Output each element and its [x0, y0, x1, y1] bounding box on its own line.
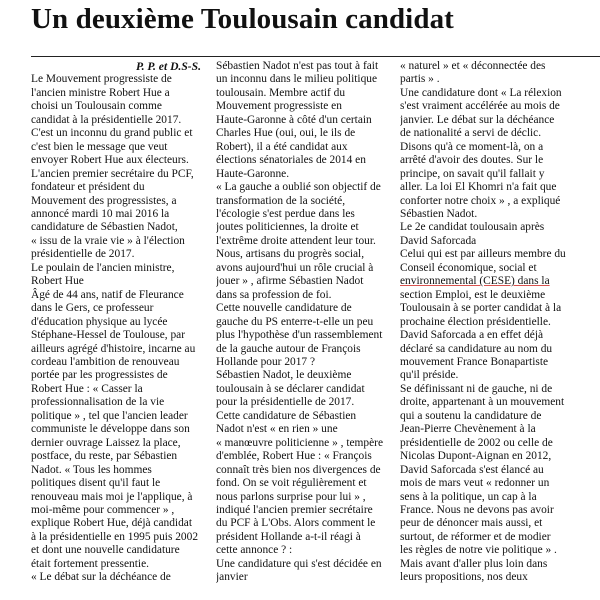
text-line: élections sénatoriales de 2014 en	[216, 154, 366, 167]
text-line: Le Mouvement progressiste de	[31, 73, 172, 86]
text-line: toulousain. Membre actif du	[216, 86, 346, 99]
text-line: cette annonce ? :	[216, 544, 293, 557]
text-line: sens à la politique, un cap à la	[400, 490, 537, 503]
text-line: candidat à la présidentielle 2017.	[31, 113, 182, 126]
text-line: Une candidature qui s'est décidée en	[216, 557, 382, 570]
text-line: Conseil économique, social et	[400, 261, 537, 274]
text-line: politiques disent qu'il faut le	[31, 477, 161, 490]
text-line: Nadot. « Tous les hommes	[31, 463, 152, 476]
text-line: Robert Hue	[31, 275, 84, 288]
text-line: Celui qui est par ailleurs membre du	[400, 248, 566, 261]
text-line: avons aujourd'hui un rôle crucial à	[216, 261, 374, 274]
text-line: Haute-Garonne à côté d'un certain	[216, 113, 372, 126]
text-line: Charles Hue (oui, oui, le ils de	[216, 127, 356, 140]
text-line: s'est vraiment accélérée au mois de	[400, 100, 560, 113]
text-line: plus l'hypothèse d'un rassemblement	[216, 329, 383, 342]
text-line: Mais avant d'aller plus loin dans	[400, 557, 548, 570]
text-line: Robert Hue : « Casser la	[31, 382, 143, 395]
text-line: fond. On se voit régulièrement et	[216, 477, 367, 490]
text-line: C'est un inconnu du grand public et	[31, 127, 193, 140]
text-line: Le 2e candidat toulousain après	[400, 221, 545, 234]
text-line: et dont une nouvelle candidature	[31, 544, 180, 557]
text-line: envoyer Robert Hue aux électeurs.	[31, 154, 189, 167]
text-line: choisi un Toulousain comme	[31, 100, 162, 113]
text-line: annoncé mardi 10 mai 2016 la	[31, 207, 170, 220]
text-line: un inconnu dans le milieu politique	[216, 73, 378, 86]
text-line: France. Nous ne devons pas avoir	[400, 503, 554, 516]
column-3	[400, 60, 583, 600]
text-line: Sébastien Nadot n'est pas tout à fait	[216, 60, 379, 72]
text-line: section Emploi, est le deuxième	[400, 288, 546, 301]
text-line: L'ancien premier secrétaire du PCF,	[31, 167, 194, 180]
text-line: Sébastien Nadot.	[400, 207, 478, 220]
text-line: à la présidentielle en 1995 puis 2002	[31, 530, 199, 543]
text-line: janvier. Le débat sur la déchéance	[400, 113, 555, 126]
text-line: arrêté d'avoir des doutes. Sur le	[400, 154, 544, 167]
text-line: David Saforcada a en effet déjà	[400, 329, 544, 342]
text-line: toulousain à se déclarer candidat	[216, 382, 365, 395]
text-line: renouveau mais moi je l'applique, à	[31, 490, 193, 503]
text-line: Robert), il a été candidat aux	[216, 140, 348, 153]
text-line: Sébastien Nadot, le deuxième	[216, 369, 352, 382]
text-line: d'éducation physique au lycée	[31, 315, 168, 328]
text-line: l'ancien ministre Robert Hue a	[31, 86, 170, 99]
text-line: mouvement France Bonapartiste	[400, 355, 549, 368]
text-line: qu'il préside.	[400, 369, 459, 382]
text-line: explique Robert Hue, déjà candidat	[31, 517, 192, 530]
text-line: peur de dénoncer mais aussi, et	[400, 517, 543, 530]
text-line: Nadot n'est « en rien » une	[216, 423, 338, 436]
text-line: président Hollande a-t-il réagi à	[216, 530, 361, 543]
text-line: surtout, de réformer et de modier	[400, 530, 551, 543]
text-line: Toulousain à se porter candidat à la	[400, 302, 562, 315]
text-line: prochaine élection présidentielle.	[400, 315, 551, 328]
text-line: Une candidature dont « La rélexion	[400, 86, 562, 99]
text-line: « naturel » et « déconnectée des	[400, 60, 546, 72]
text-line: portée par les progressistes de	[31, 369, 168, 382]
text-line: aller. La loi El Khomri n'a fait que	[400, 181, 557, 194]
text-line: postface, du reste, par Sébastien	[31, 450, 178, 463]
text-line: « issu de la vraie vie » à l'élection	[31, 234, 185, 247]
text-line: Mouvement des progressistes, a	[31, 194, 177, 207]
text-line: communiste le développe dans son	[31, 423, 190, 436]
text-line: présidentielle de 2002 ou celle de	[400, 436, 553, 449]
text-line: droite, appartenant à un mouvement	[400, 396, 565, 409]
text-line: conforter notre choix » , a expliqué	[400, 194, 561, 207]
headline-rule	[31, 56, 600, 57]
text-line: l'extrême droite attendent leur tour.	[216, 234, 376, 247]
text-line: cordeau l'ambition de renouveau	[31, 355, 180, 368]
text-line: Nous, artisans du progrès social,	[216, 248, 365, 261]
text-line: « Le débat sur la déchéance de	[31, 571, 171, 584]
text-line: Hollande pour 2017 ?	[216, 355, 316, 368]
text-line: dernier ouvrage Laissez la place,	[31, 436, 181, 449]
text-line: Jean-Pierre Chevènement à la	[400, 423, 536, 436]
column-2	[216, 60, 388, 600]
text-line: Haute-Garonne.	[216, 167, 290, 180]
text-line: janvier	[216, 571, 248, 584]
text-line: était fortement pressentie.	[31, 557, 149, 570]
text-line: de nationalité a servi de déclic.	[400, 127, 542, 140]
text-line: nous parlons surprise pour lui » ,	[216, 490, 366, 503]
text-line: qui a soutenu la candidature de	[400, 409, 542, 422]
text-line: de la gauche autour de François	[216, 342, 361, 355]
byline: P. P. et D.S-S.	[136, 60, 201, 73]
text-line: transformation de la société,	[216, 194, 346, 207]
column-1-text	[31, 73, 201, 584]
text-line: partis » .	[400, 73, 440, 86]
text-line: dans le Gers, ce professeur	[31, 302, 154, 315]
text-line: indiqué l'ancien premier secrétaire	[216, 503, 373, 516]
text-line: Stéphane-Hessel de Toulouse, par	[31, 329, 185, 342]
text-line: l'écologie s'est perdue dans les	[216, 207, 355, 220]
column-3-text	[400, 60, 583, 585]
text-line: connaît très bien nos divergences de	[216, 463, 381, 476]
text-line: David Saforcada	[400, 234, 477, 247]
text-line: dans sa profession de foi.	[216, 288, 332, 301]
column-2-text	[216, 60, 388, 585]
text-line: gauche du PS enterre-t-elle un peu	[216, 315, 374, 328]
text-line: déclaré sa candidature au nom du	[400, 342, 553, 355]
text-line: « La gauche a oublié son objectif de	[216, 181, 381, 194]
text-line: professionnalisation de la vie	[31, 396, 165, 409]
text-line: Le poulain de l'ancien ministre,	[31, 261, 175, 274]
text-line: leurs propositions, nos deux	[400, 571, 528, 584]
text-line: d'emblée, Robert Hue : « François	[216, 450, 372, 463]
text-line: Mouvement progressiste en	[216, 100, 342, 113]
text-line: pour la présidentielle de 2017.	[216, 396, 355, 409]
text-line: du PCF à L'Obs. Alors comment le	[216, 517, 376, 530]
text-line: ailleurs agrégé d'histoire, incarne au	[31, 342, 196, 355]
text-line: politique » , tel que l'ancien leader	[31, 409, 188, 422]
text-line: environnemental (CESE) dans la	[400, 275, 550, 288]
text-line: jouer » , afirme Sébastien Nadot	[216, 275, 364, 288]
article-headline: Un deuxième Toulousain candidat	[31, 3, 454, 35]
text-line: Cette candidature de Sébastien	[216, 409, 357, 422]
text-line: fondateur et président du	[31, 181, 145, 194]
text-line: présidentielle de 2017.	[31, 248, 135, 261]
text-line: joutes politiciennes, la droite et	[216, 221, 359, 234]
text-line: principe, on savait qu'il fallait y	[400, 167, 545, 180]
text-line: les règles de notre vie politique » .	[400, 544, 557, 557]
text-line: candidature de Sébastien Nadot,	[31, 221, 178, 234]
text-line: Disons qu'à ce moment-là, on a	[400, 140, 544, 153]
text-line: Nicolas Dupont-Aignan en 2012,	[400, 450, 552, 463]
text-line: Se définissant ni de gauche, ni de	[400, 382, 553, 395]
text-line: moi-même pour commencer » ,	[31, 503, 175, 516]
text-line: « manœuvre politicienne » , tempère	[216, 436, 384, 449]
text-line: mois de mars veut « redonner un	[400, 477, 550, 490]
text-line: David Saforcada s'est élancé au	[400, 463, 544, 476]
text-line: Cette nouvelle candidature de	[216, 302, 352, 315]
text-line: Âgé de 44 ans, natif de Fleurance	[31, 288, 184, 301]
column-1	[31, 60, 201, 600]
text-line: c'est bien le message que veut	[31, 140, 168, 153]
